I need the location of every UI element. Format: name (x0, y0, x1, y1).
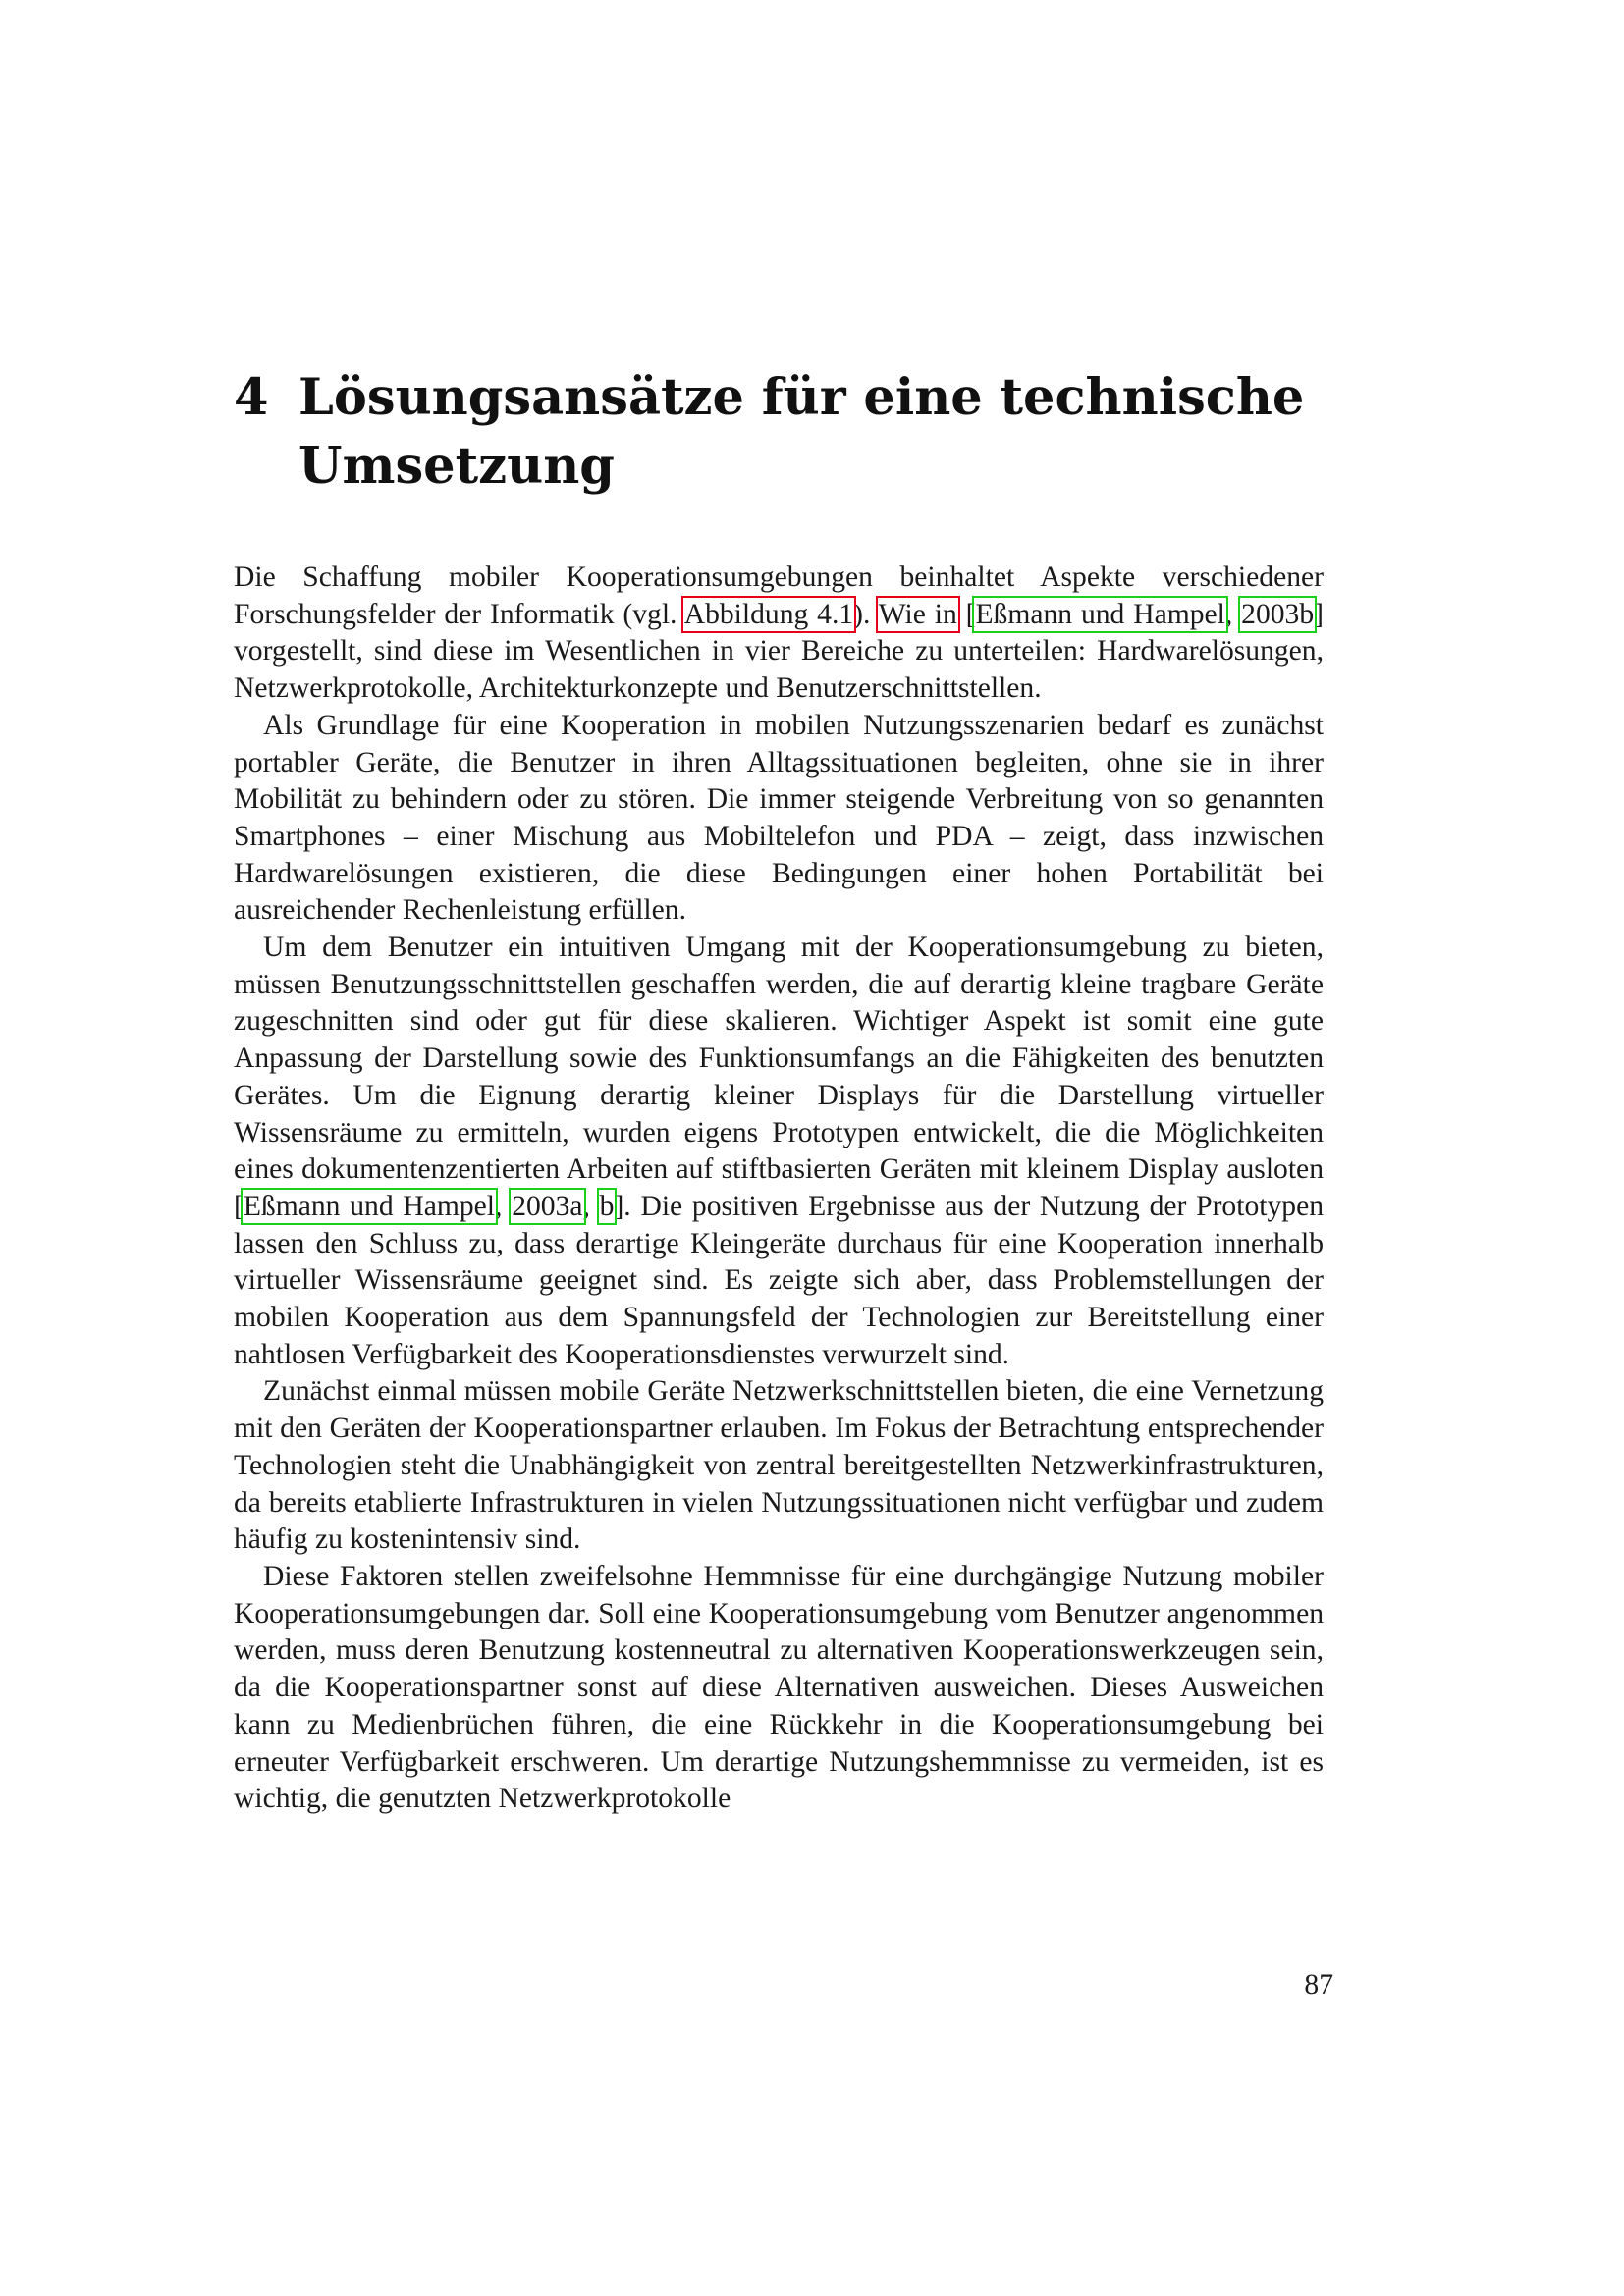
citation-year-link[interactable]: b (599, 1190, 615, 1222)
paragraph-5: Diese Faktoren stellen zweifelsohne Hemmnisse für eine durchgängige Nutzung mobiler Kooperationsumgebungen dar. Soll eine Kooperationsumgebung vom Benutzer angenommen werden, muss deren Benutzung kostenneutral zu alternativen Kooperationswerkzeugen sein, da die Kooperationspartner sonst auf diese Alternativen ausweichen. Dieses Ausweichen kann zu Medienbrüchen führen, die eine Rückkehr in die Kooperationsumgebung bei erneuter Verfügbarkeit erschweren. Um derartige Nutzungshemmnisse zu vermeiden, ist es wichtig, die genutzten Netzwerkprotokolle (234, 1560, 1324, 1815)
paragraph-2: Als Grundlage für eine Kooperation in mobilen Nutzungsszenarien bedarf es zunächst portabler Geräte, die Benutzer in ihren Alltagssituationen begleiten, ohne sie in ihrer Mobilität zu behindern oder zu stören. Die immer steigende Verbreitung von so genannten Smartphones – einer Mischung aus Mobiltelefon und PDA – zeigt, dass inzwischen Hardwarelösungen existieren, die diese Bedingungen einer hohen Portabilität bei ausreichender Rechenleistung erfüllen. (234, 709, 1324, 927)
paragraph-3-text-b: , (495, 1190, 513, 1222)
paragraph-3-text-c: , (582, 1190, 600, 1222)
paragraph-3 (234, 930, 1324, 1373)
paragraph-1 (234, 560, 1324, 708)
paragraph-1-text-a: Die Schaffung mobiler Kooperationsumgebungen beinhaltet Aspekte verschiedener Forschungsfelder der Informatik (vgl. (234, 561, 1324, 630)
paragraph-1-text-e: ] vorgestellt, sind diese im Wesentlichen in vier Bereiche zu unterteilen: Hardwarelösungen, Netzwerkprotokolle, Architekturkonzepte und Benutzerschnittstellen. (234, 598, 1324, 705)
page-number: 87 (1304, 1969, 1333, 2001)
wie-in-link[interactable]: Wie in (878, 598, 957, 630)
citation-author-link[interactable]: Eßmann und Hampel (975, 598, 1225, 630)
figure-reference-link[interactable]: Abbildung 4.1 (683, 598, 854, 630)
citation-year-link[interactable]: 2003b (1241, 598, 1315, 630)
paragraph-1-text-d: , (1224, 598, 1242, 630)
paragraph-3-text-a: Um dem Benutzer ein intuitiven Umgang mit der Kooperationsumgebung zu bieten, müssen Benutzungsschnittstellen geschaffen werden, die auf derartig kleine tragbare Geräte zugeschnitten sind oder gut für diese skalieren. Wichtiger Aspekt ist somit eine gute Anpassung der Darstellung sowie des Funktionsumfangs an die Fähigkeiten des benutzten Gerätes. Um die Eignung derartig kleiner Displays für die Darstellung virtueller Wissensräume zu ermitteln, wurden eigens Prototypen entwickelt, die die Möglichkeiten eines dokumentenzentierten Arbeiten auf stiftbasierten Geräten mit kleinem Display ausloten [ (234, 932, 1324, 1222)
chapter-title: Lösungsansätze für eine technische Umsetzung (298, 368, 1305, 496)
paragraph-3-text-d: ]. Die positiven Ergebnisse aus der Nutzung der Prototypen lassen den Schluss zu, dass derartige Kleingeräte durchaus für eine Kooperation innerhalb virtueller Wissensräume geeignet sind. Es zeigte sich aber, dass Problemstellungen der mobilen Kooperation aus dem Spannungsfeld der Technologien zur Bereitstellung einer nahtlosen Verfügbarkeit des Kooperationsdienstes verwurzelt sind. (234, 1190, 1324, 1370)
paragraph-1-text-c: [ (956, 598, 976, 630)
citation-author-link[interactable]: Eßmann und Hampel (243, 1190, 496, 1222)
paragraph-4: Zunächst einmal müssen mobile Geräte Netzwerkschnittstellen bieten, die eine Vernetzung mit den Geräten der Kooperationspartner erlauben. Im Fokus der Betrachtung entsprechender Technologien steht die Unabhängigkeit von zentral bereitgestellten Netzwerkinfrastrukturen, da bereits etablierte Infrastrukturen in vielen Nutzungssituationen nicht verfügbar und zudem häufig zu kostenintensiv sind. (234, 1375, 1324, 1556)
citation-year-link[interactable]: 2003a (512, 1190, 583, 1222)
body-text (234, 560, 1324, 1818)
paragraph-1-text-b: ). (853, 598, 879, 630)
chapter-heading (234, 363, 1333, 501)
chapter-number: 4 (234, 368, 269, 427)
